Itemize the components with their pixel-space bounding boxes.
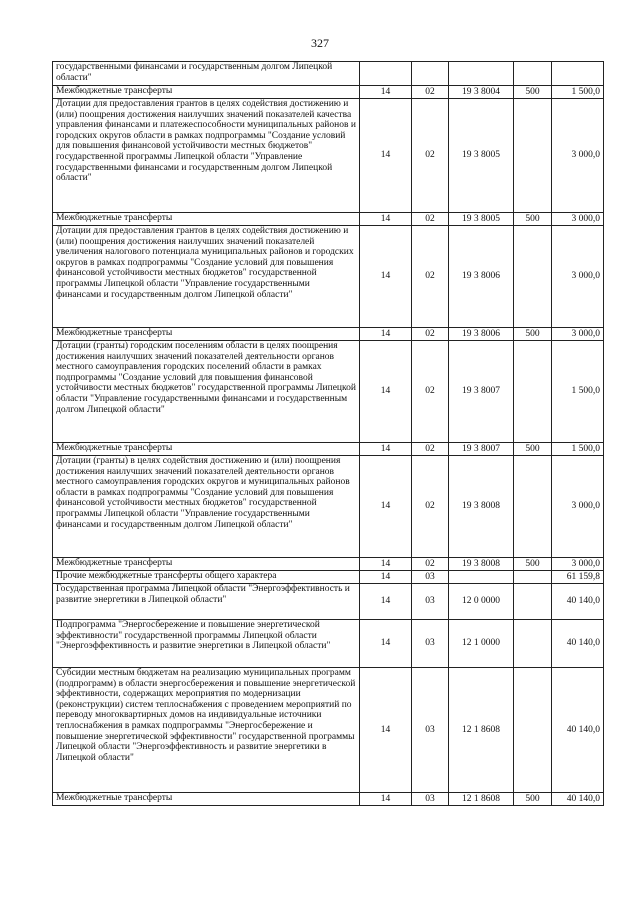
row-section-cell: 14 (360, 443, 412, 456)
row-expense-type-cell (514, 620, 552, 668)
row-amount-cell: 3 000,0 (552, 213, 604, 226)
row-expense-type-cell (514, 668, 552, 793)
row-subsection-cell: 03 (412, 793, 449, 806)
row-expense-type-cell: 500 (514, 793, 552, 806)
row-name-cell: Дотации для предоставления грантов в целях содействия достижению и (или) поощрения достижения наилучших значений показателей качества управления финансами и платежеспособности муниципальных районов и городских округов области в рамках подпрограммы "Создание условий для повышения финансовой устойчивости местных бюджетов" государственной программы Липецкой области "Управление государственными финансами и государственным долгом Липецкой области" (53, 99, 360, 213)
row-target-code-cell: 19 3 8008 (449, 558, 514, 571)
table-row (53, 668, 604, 793)
page-number: 327 (311, 36, 329, 50)
row-name-cell: государственными финансами и государственным долгом Липецкой области" (53, 62, 360, 86)
table-row (53, 86, 604, 99)
row-subsection-cell: 02 (412, 226, 449, 328)
row-subsection-cell: 02 (412, 213, 449, 226)
row-target-code-cell: 19 3 8005 (449, 213, 514, 226)
row-section-cell: 14 (360, 668, 412, 793)
row-amount-cell: 3 000,0 (552, 558, 604, 571)
row-target-code-cell: 12 1 8608 (449, 668, 514, 793)
row-section-cell: 14 (360, 571, 412, 584)
row-amount-cell: 3 000,0 (552, 328, 604, 341)
row-expense-type-cell: 500 (514, 328, 552, 341)
row-name-cell: Дотации (гранты) городским поселениям области в целях поощрения достижения наилучших значений показателей деятельности органов местного самоуправления городских поселений области в рамках подпрограммы "Создание условий для повышения финансовой устойчивости местных бюджетов" государственной программы Липецкой области "Управление государственными финансами и государственным долгом Липецкой области" (53, 341, 360, 443)
row-section-cell: 14 (360, 793, 412, 806)
row-section-cell: 14 (360, 341, 412, 443)
row-section-cell: 14 (360, 226, 412, 328)
row-expense-type-cell (514, 99, 552, 213)
table-row (53, 226, 604, 328)
row-amount-cell: 3 000,0 (552, 456, 604, 558)
table-row (53, 620, 604, 668)
row-section-cell: 14 (360, 584, 412, 620)
row-expense-type-cell (514, 456, 552, 558)
table-row (53, 443, 604, 456)
row-section-cell: 14 (360, 99, 412, 213)
row-subsection-cell: 03 (412, 620, 449, 668)
row-amount-cell: 3 000,0 (552, 99, 604, 213)
row-section-cell: 14 (360, 456, 412, 558)
row-section-cell: 14 (360, 213, 412, 226)
table-row (53, 99, 604, 213)
row-amount-cell: 1 500,0 (552, 443, 604, 456)
budget-table (52, 61, 604, 806)
row-subsection-cell: 03 (412, 584, 449, 620)
row-name-cell: Государственная программа Липецкой области "Энергоэффективность и развитие энергетики в Липецкой области" (53, 584, 360, 620)
row-name-cell: Подпрограмма "Энергосбережение и повышение энергетической эффективности" государственной программы Липецкой области "Энергоэффективность и развитие энергетики в Липецкой области" (53, 620, 360, 668)
row-expense-type-cell (514, 584, 552, 620)
row-expense-type-cell (514, 226, 552, 328)
row-subsection-cell: 03 (412, 571, 449, 584)
row-expense-type-cell (514, 62, 552, 86)
row-subsection-cell: 02 (412, 328, 449, 341)
row-name-cell: Межбюджетные трансферты (53, 558, 360, 571)
row-target-code-cell (449, 62, 514, 86)
row-target-code-cell: 19 3 8005 (449, 99, 514, 213)
row-target-code-cell: 19 3 8006 (449, 328, 514, 341)
row-amount-cell (552, 62, 604, 86)
row-name-cell: Субсидии местным бюджетам на реализацию муниципальных программ (подпрограмм) в области энергосбережения и повышение энергетической эффективности, содержащих мероприятия по модернизации (реконструкции) систем теплоснабжения с проведением мероприятий по переводу многоквартирных домов на индивидуальные источники теплоснабжения в рамках подпрограммы "Энергосбережение и повышение энергетической эффективности" государственной программы Липецкой области "Энергоэффективность и развитие энергетики в Липецкой области" (53, 668, 360, 793)
row-amount-cell: 40 140,0 (552, 793, 604, 806)
row-expense-type-cell (514, 341, 552, 443)
row-target-code-cell: 12 0 0000 (449, 584, 514, 620)
row-amount-cell: 40 140,0 (552, 668, 604, 793)
row-amount-cell: 40 140,0 (552, 584, 604, 620)
row-expense-type-cell: 500 (514, 86, 552, 99)
row-amount-cell: 40 140,0 (552, 620, 604, 668)
row-subsection-cell: 02 (412, 443, 449, 456)
row-subsection-cell: 02 (412, 99, 449, 213)
table-row (53, 341, 604, 443)
budget-table-body (53, 62, 604, 806)
row-target-code-cell (449, 571, 514, 584)
row-subsection-cell: 02 (412, 456, 449, 558)
row-target-code-cell: 19 3 8007 (449, 341, 514, 443)
row-amount-cell: 3 000,0 (552, 226, 604, 328)
row-target-code-cell: 12 1 0000 (449, 620, 514, 668)
row-subsection-cell: 03 (412, 668, 449, 793)
row-target-code-cell: 12 1 8608 (449, 793, 514, 806)
row-target-code-cell: 19 3 8006 (449, 226, 514, 328)
table-row (53, 793, 604, 806)
table-row (53, 571, 604, 584)
row-name-cell: Дотации (гранты) в целях содействия достижению и (или) поощрения достижения наилучших значений показателей деятельности органов местного самоуправления городских округов и муниципальных районов области в рамках подпрограммы "Создание условий для повышения финансовой устойчивости местных бюджетов" государственной программы Липецкой области "Управление государственными финансами и государственным долгом Липецкой области" (53, 456, 360, 558)
row-name-cell: Межбюджетные трансферты (53, 328, 360, 341)
row-subsection-cell: 02 (412, 558, 449, 571)
row-target-code-cell: 19 3 8004 (449, 86, 514, 99)
table-row (53, 456, 604, 558)
row-name-cell: Межбюджетные трансферты (53, 793, 360, 806)
row-name-cell: Межбюджетные трансферты (53, 86, 360, 99)
row-section-cell (360, 62, 412, 86)
row-amount-cell: 1 500,0 (552, 341, 604, 443)
row-expense-type-cell: 500 (514, 443, 552, 456)
table-row (53, 328, 604, 341)
row-section-cell: 14 (360, 558, 412, 571)
row-subsection-cell (412, 62, 449, 86)
table-row (53, 584, 604, 620)
row-section-cell: 14 (360, 328, 412, 341)
row-subsection-cell: 02 (412, 86, 449, 99)
row-expense-type-cell (514, 571, 552, 584)
table-row (53, 213, 604, 226)
row-target-code-cell: 19 3 8008 (449, 456, 514, 558)
row-subsection-cell: 02 (412, 341, 449, 443)
row-amount-cell: 1 500,0 (552, 86, 604, 99)
table-row (53, 558, 604, 571)
row-name-cell: Межбюджетные трансферты (53, 213, 360, 226)
table-row (53, 62, 604, 86)
row-section-cell: 14 (360, 86, 412, 99)
row-name-cell: Прочие межбюджетные трансферты общего характера (53, 571, 360, 584)
row-name-cell: Межбюджетные трансферты (53, 443, 360, 456)
row-target-code-cell: 19 3 8007 (449, 443, 514, 456)
row-expense-type-cell: 500 (514, 213, 552, 226)
row-name-cell: Дотации для предоставления грантов в целях содействия достижению и (или) поощрения достижения наилучших значений показателей увеличения налогового потенциала муниципальных районов и городских округов в рамках подпрограммы "Создание условий для повышения финансовой устойчивости местных бюджетов" государственной программы Липецкой области "Управление государственными финансами и государственным долгом Липецкой области" (53, 226, 360, 328)
row-expense-type-cell: 500 (514, 558, 552, 571)
row-section-cell: 14 (360, 620, 412, 668)
row-amount-cell: 61 159,8 (552, 571, 604, 584)
